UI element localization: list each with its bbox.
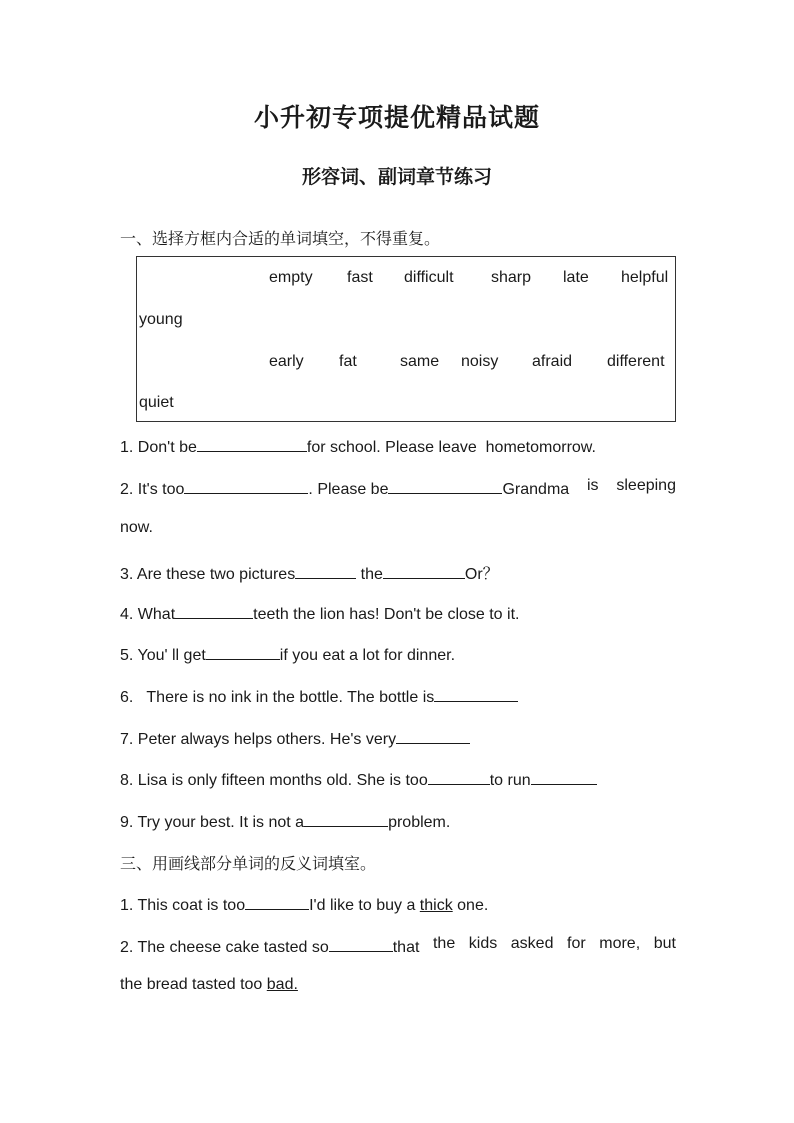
q1-blank-1[interactable] xyxy=(197,435,307,452)
s3q2-text-c: the xyxy=(432,935,456,952)
q1-text-b: for school. Please leave xyxy=(306,439,477,456)
q2-blank-2[interactable] xyxy=(388,477,502,494)
q9-text-b: problem. xyxy=(388,814,451,831)
q6-blank-1[interactable] xyxy=(434,685,518,702)
q8-text-a: 8. Lisa is only fifteen months old. She is too xyxy=(120,772,428,789)
s3q2-text-g: more, xyxy=(599,935,641,952)
s3q2-text-a: 2. The cheese cake tasted so xyxy=(120,939,329,956)
s3-question-1 xyxy=(120,893,676,915)
q1-text-c: hometomorrow. xyxy=(485,439,596,456)
page-subtitle: 形容词、副词章节练习 xyxy=(301,166,492,188)
s3q1-text-d: one. xyxy=(457,897,489,914)
page-title: 小升初专项提优精品试题 xyxy=(253,103,540,132)
question-2 xyxy=(120,477,676,499)
q3-text-a: 3. Are these two pictures xyxy=(120,566,296,583)
question-3 xyxy=(120,561,676,584)
q2-text-f: now. xyxy=(120,519,153,536)
q9-blank-1[interactable] xyxy=(304,810,388,827)
s3q2-blank-1[interactable] xyxy=(329,935,393,952)
s3q1-text-b: I'd like to buy a xyxy=(309,897,416,914)
s3q2-text-b: that xyxy=(392,939,420,956)
s3q1-underlined-word: thick xyxy=(419,897,453,914)
q2-text-a: 2. It's too xyxy=(120,481,185,498)
q8-text-b: to run xyxy=(489,772,531,789)
question-4 xyxy=(120,602,676,624)
s3-question-2-cont xyxy=(120,976,676,994)
q2-blank-1[interactable] xyxy=(184,477,308,494)
q4-text-a: 4. What xyxy=(120,606,176,623)
q2-text-c: Grandma xyxy=(502,481,570,498)
q2-text-d: is xyxy=(587,477,599,494)
question-5 xyxy=(120,643,676,665)
s3q2-text-f: for xyxy=(567,935,586,952)
word-helpful: helpful xyxy=(621,269,669,286)
q3-text-c: Or？ xyxy=(464,566,499,583)
section3-heading: 三、用画线部分单词的反义词填室。 xyxy=(120,854,377,873)
q3-blank-1[interactable] xyxy=(295,562,356,579)
word-same: same xyxy=(400,353,440,370)
q7-blank-1[interactable] xyxy=(396,727,470,744)
question-2-cont xyxy=(120,519,676,537)
word-difficult: difficult xyxy=(404,269,454,286)
s3q2-text-d: kids xyxy=(468,935,498,952)
word-quiet: quiet xyxy=(139,394,174,411)
q8-blank-1[interactable] xyxy=(428,768,490,785)
section1-heading: 一、选择方框内合适的单词填空，不得重复。 xyxy=(120,229,441,248)
word-different: different xyxy=(607,353,665,370)
q1-text-a: 1. Don't be xyxy=(120,439,197,456)
q3-text-b: the xyxy=(360,566,383,583)
word-afraid: afraid xyxy=(532,353,573,370)
q5-text-b: if you eat a lot for dinner. xyxy=(279,647,456,664)
word-sharp: sharp xyxy=(491,269,532,286)
q4-text-b: teeth the lion has! Don't be close to it. xyxy=(253,606,520,623)
q5-blank-1[interactable] xyxy=(206,643,280,660)
word-late: late xyxy=(563,269,589,286)
word-early: early xyxy=(269,353,304,370)
word-fast: fast xyxy=(347,269,373,286)
q3-blank-2[interactable] xyxy=(383,562,465,579)
q2-text-b: . Please be xyxy=(308,481,389,498)
question-7 xyxy=(120,727,676,749)
q4-blank-1[interactable] xyxy=(175,602,253,619)
question-6 xyxy=(120,685,676,707)
q5-text-a: 5. You' ll get xyxy=(120,647,206,664)
s3q2-text-i: the bread tasted too xyxy=(120,976,263,993)
question-1 xyxy=(120,435,676,457)
word-young: young xyxy=(139,311,183,328)
q8-blank-2[interactable] xyxy=(531,768,597,785)
word-box xyxy=(136,256,676,422)
question-9 xyxy=(120,810,676,832)
word-fat: fat xyxy=(339,353,357,370)
s3q2-underlined-word: bad. xyxy=(266,976,298,993)
s3q2-text-e: asked xyxy=(510,935,554,952)
q9-text-a: 9. Try your best. It is not a xyxy=(120,814,305,831)
s3q1-blank-1[interactable] xyxy=(245,893,309,910)
s3-question-2 xyxy=(120,935,676,957)
q7-text-a: 7. Peter always helps others. He's very xyxy=(120,731,397,748)
question-8 xyxy=(120,768,676,790)
q2-text-e: sleeping xyxy=(616,477,676,494)
word-noisy: noisy xyxy=(461,353,499,370)
word-empty: empty xyxy=(269,269,313,286)
s3q1-text-a: 1. This coat is too xyxy=(120,897,246,914)
q6-text-a: 6. There is no ink in the bottle. The bottle is xyxy=(120,689,435,706)
s3q2-text-h: but xyxy=(653,935,676,952)
